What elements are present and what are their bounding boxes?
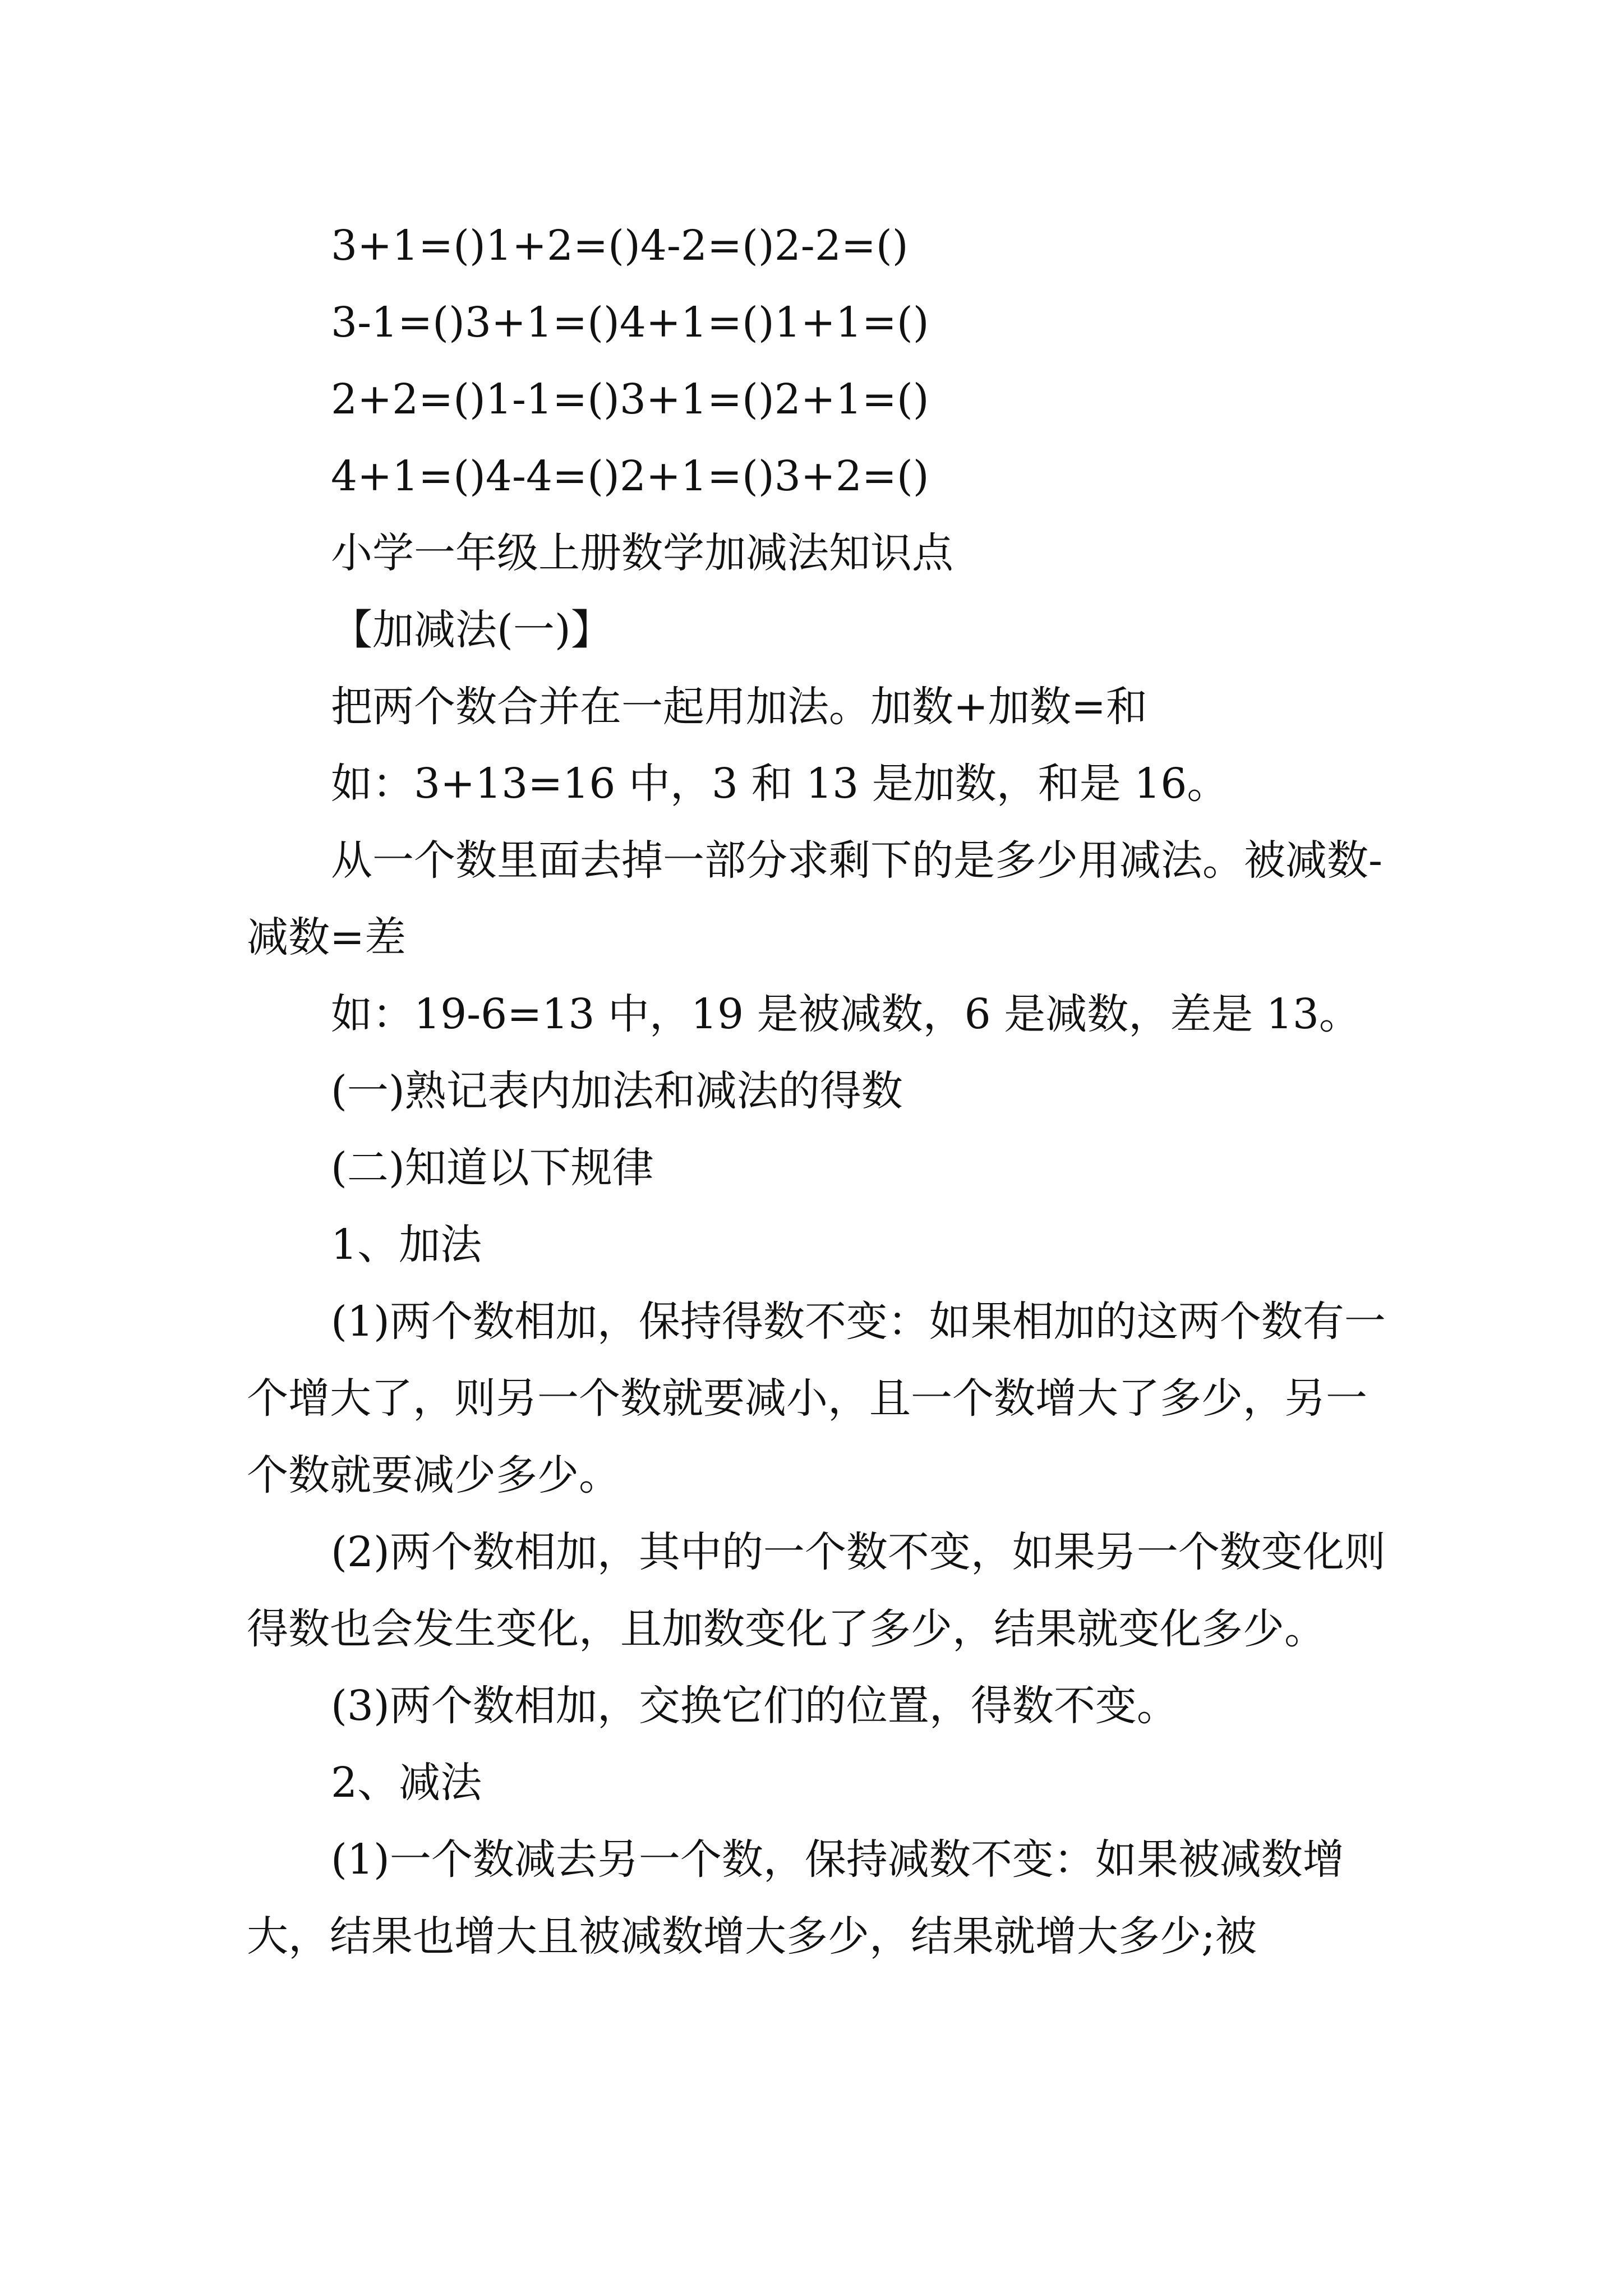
addition-rule-2: (2)两个数相加，其中的一个数不变，如果另一个数变化则得数也会发生变化，且加数变化了多少，结果就变化多少。 <box>247 1528 1386 1653</box>
equation-row-3: 2+2=()1-1=()3+1=()2+1=() <box>331 375 929 424</box>
subsection-heading: 【加减法(一)】 <box>331 606 612 654</box>
addition-definition: 把两个数合并在一起用加法。加数+加数=和 <box>331 683 1148 731</box>
equation-row-2: 3-1=()3+1=()4+1=()1+1=() <box>331 298 929 347</box>
subtraction-definition: 从一个数里面去掉一部分求剩下的是多少用减法。被减数-减数=差 <box>247 836 1383 961</box>
addition-rule-3: (3)两个数相加，交换它们的位置，得数不变。 <box>331 1682 1178 1730</box>
document-body <box>247 208 1391 1975</box>
section-title: 小学一年级上册数学加减法知识点 <box>331 529 953 577</box>
subtraction-rule-1: (1)一个数减去另一个数，保持减数不变：如果被减数增大，结果也增大且被减数增大多少，结果就增大多少;被 <box>247 1835 1344 1961</box>
addition-heading: 1、加法 <box>331 1221 482 1269</box>
subtraction-heading: 2、减法 <box>331 1759 482 1807</box>
point-two: (二)知道以下规律 <box>331 1144 654 1192</box>
point-one: (一)熟记表内加法和减法的得数 <box>331 1067 903 1115</box>
addition-example: 如：3+13=16 中，3 和 13 是加数，和是 16。 <box>331 760 1229 808</box>
equation-row-1: 3+1=()1+2=()4-2=()2-2=() <box>331 222 909 270</box>
addition-rule-1: (1)两个数相加，保持得数不变：如果相加的这两个数有一个增大了，则另一个数就要减小，且一个数增大了多少，另一个数就要减少多少。 <box>247 1297 1386 1499</box>
subtraction-example: 如：19-6=13 中，19 是被减数，6 是减数，差是 13。 <box>331 990 1361 1038</box>
equation-row-4: 4+1=()4-4=()2+1=()3+2=() <box>331 452 929 500</box>
